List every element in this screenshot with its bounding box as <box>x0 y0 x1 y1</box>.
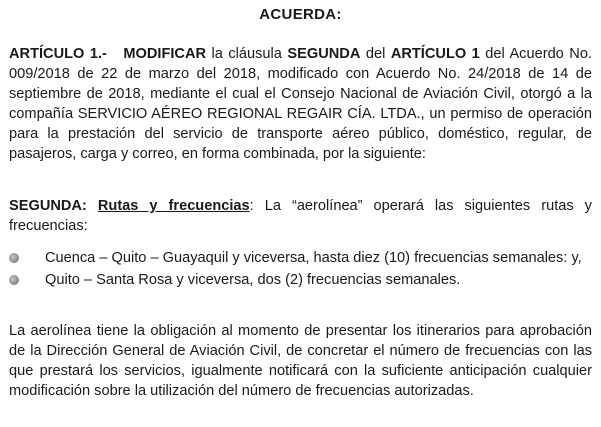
article-number: ARTÍCULO 1.- <box>9 46 107 62</box>
segunda-paragraph <box>9 196 592 236</box>
article-reference: ARTÍCULO 1 <box>390 46 480 62</box>
segunda-text: : La “aerolínea” operará las siguientes rutas y frecuencias: <box>9 198 592 234</box>
list-item <box>9 248 592 268</box>
route-text: Quito – Santa Rosa y viceversa, dos (2) frecuencias semanales. <box>45 272 461 288</box>
article-clause: SEGUNDA <box>287 46 361 62</box>
article-verb: MODIFICAR <box>123 46 207 62</box>
page-heading: ACUERDA: <box>259 6 342 23</box>
segunda-label: SEGUNDA: <box>9 198 87 214</box>
article-text-2: del <box>360 46 391 62</box>
bullet-dot-icon <box>9 275 19 285</box>
article-text-1: la cláusula <box>206 46 288 62</box>
segunda-title: Rutas y frecuencias <box>97 198 250 214</box>
route-text: Cuenca – Quito – Guayaquil y viceversa, hasta diez (10) frecuencias semanales: y, <box>45 250 582 266</box>
obligation-paragraph: La aerolínea tiene la obligación al momento de presentar los itinerarios para aprobación de la Dirección General de Aviación Civil, de concretar el número de frecuencias con las que prestará los servicios, igualmente notificará con la suficiente anticipación cualquier modificación sobre la utilización del número de frecuencias autorizadas. <box>9 323 592 399</box>
article-text-3: del Acuerdo No. 009/2018 de 22 de marzo del 2018, modificado con Acuerdo No. 24/2018 de 14 de septiembre de 2018, mediante el cual el Consejo Nacional de Aviación Civil, otorgó a la compañía SERVICIO AÉREO REGIONAL REGAIR CÍA. LTDA., un permiso de operación para la prestación del servicio de transporte aéreo público, doméstico, regular, de pasajeros, carga y correo, en forma combinada, por la siguiente: <box>9 46 592 162</box>
routes-list <box>9 248 592 290</box>
bullet-dot-icon <box>9 253 19 263</box>
article-paragraph <box>9 44 592 164</box>
list-item <box>9 270 592 290</box>
